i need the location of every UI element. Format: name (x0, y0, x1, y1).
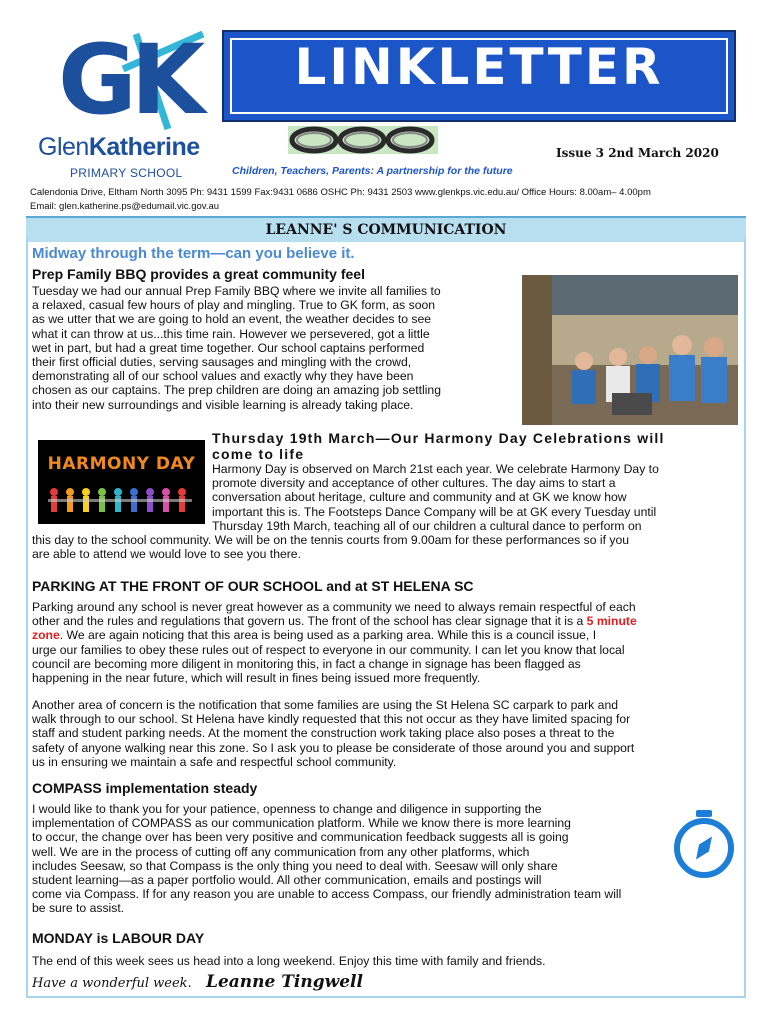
text-line: chosen as our captains. The prep children are doing an amazing job settling (32, 383, 441, 398)
text-line: their first official duties, serving sausages and mingling with the crowd, (32, 355, 412, 370)
text-line: demonstrating all of our school values and exactly why they have been (32, 369, 414, 384)
text-line: as we utter that we are going to hold an event, the weather decides to see (32, 312, 432, 327)
text-line: us in ensuring we maintain a safe and respectful school community. (32, 754, 397, 769)
bbq-paragraph (32, 284, 518, 412)
text-line: this day to the school community. We will be on the tennis courts from 9.00am for these performances so if you (32, 533, 630, 547)
tagline: Children, Teachers, Parents: A partnership for the future (232, 165, 513, 177)
compass-app-icon (672, 808, 736, 878)
text-line: Another area of concern is the notification that some families are using the St Helena SC carpark to park and (32, 698, 618, 712)
newsletter-title: LINKLETTER (294, 38, 664, 96)
text-line-with-highlight (32, 614, 740, 628)
bbq-heading: Prep Family BBQ provides a great community feel (32, 266, 365, 282)
harmony-paragraph (212, 462, 740, 533)
contact-details: Calendonia Drive, Eltham North 3095 Ph: 9431 1599 Fax:9431 0686 OSHC Ph: 9431 2503 www.glenkps.vic.edu.au/ Office Hours: 8.00am– 4.00pm (30, 187, 651, 198)
text-line: Harmony Day is observed on March 21st each year. We celebrate Harmony Day to (212, 462, 659, 476)
text-line: Tuesday we had our annual Prep Family BBQ where we invite all families to (32, 284, 441, 298)
text-line: council are becoming more diligent in monitoring this, in fact a change in signage has been flagged as (32, 656, 581, 671)
text-line: urge our families to obey these rules out of respect to everyone in our community. I can let you know that local (32, 642, 625, 657)
midway-heading: Midway through the term—can you believe it. (32, 245, 355, 262)
contact-email: Email: glen.katherine.ps@edumail.vic.gov.au (30, 201, 220, 212)
text-line: a relaxed, casual few hours of play and mingling. True to GK form, as soon (32, 298, 436, 313)
chain-links-icon (286, 122, 438, 158)
text-line: promote diversity and acceptance of other cultures. The day aims to start a (212, 476, 616, 491)
compass-heading: COMPASS implementation steady (32, 780, 258, 796)
text-line: implementation of COMPASS as our communication platform. While we know there is more learning (32, 816, 571, 831)
text-line: Parking around any school is never great however as a community we need to always remain respectful of each (32, 600, 636, 614)
text-line: to occur, the change over has been very positive and communication feedback suggests all is going (32, 830, 569, 845)
harmony-day-image-text: HARMONY DAY (47, 454, 196, 474)
signoff: Have a wonderful week. (32, 976, 192, 991)
harmony-paragraph-continued (32, 533, 740, 561)
compass-paragraph (32, 802, 668, 887)
text-line: are able to attend we would love to see you there. (32, 547, 301, 562)
text-line: come via Compass. If for any reason you are unable to access Compass, our friendly administration team will (32, 887, 622, 901)
school-subtitle: PRIMARY SCHOOL (70, 166, 183, 180)
bbq-photo (522, 275, 738, 425)
school-name-part2: Katherine (88, 133, 200, 161)
parking-paragraph-1 (32, 600, 740, 685)
text-line: be sure to assist. (32, 901, 125, 916)
text-line: important this is. The Footsteps Dance Company will be at GK every Tuesday until (212, 504, 657, 519)
text-line: I would like to thank you for your patience, openness to change and diligence in supporting the (32, 802, 542, 816)
parking-paragraph-2 (32, 698, 740, 769)
text-line: safety of anyone walking near this zone. So I ask you to please be considerate of those around you and support (32, 740, 635, 755)
text-line: into their new surroundings and visible learning is already taking place. (32, 397, 414, 412)
harmony-figures-graphic (46, 486, 196, 518)
issue-date: Issue 3 2nd March 2020 (556, 146, 719, 160)
text-line: happening in the near future, which will result in fines being issued more frequently. (32, 671, 481, 686)
section-heading: LEANNE' S COMMUNICATION (26, 216, 746, 242)
newsletter-title-banner (222, 30, 736, 122)
text-line: staff and student parking needs. At the moment the construction work taking place also poses a threat to the (32, 726, 615, 741)
text-line: student learning—as a paper portfolio would. All other communication, emails and postings will (32, 873, 542, 888)
text-line: well. We are in the process of cutting off any communication from any other platforms, which (32, 844, 530, 859)
text-segment: other and the rules and regulations that govern us. The front of the school has clear signage that it is a (32, 614, 587, 629)
text-line: walk through to our school. St Helena have kindly requested that this not occur as they have limited spacing for (32, 712, 631, 727)
text-line-with-highlight (32, 628, 740, 642)
harmony-heading-line2: come to life (212, 446, 305, 462)
text-line: Thursday 19th March, teaching all of our children a cultural dance to perform on (212, 518, 642, 533)
school-name-part1: Glen (38, 133, 89, 161)
compass-paragraph-continued (32, 887, 740, 915)
harmony-heading-line1: Thursday 19th March—Our Harmony Day Celebrations will (212, 430, 665, 446)
logo-letters: GK (58, 24, 200, 136)
text-line: wet in part, but had a great time together. Our school captains performed (32, 340, 425, 355)
labour-day-text: The end of this week sees us head into a long weekend. Enjoy this time with family and friends. (32, 954, 546, 968)
highlight-red: 5 minute (586, 614, 637, 629)
harmony-day-image (38, 440, 205, 524)
signature: Leanne Tingwell (206, 972, 363, 992)
labour-day-heading: MONDAY is LABOUR DAY (32, 930, 205, 946)
parking-heading: PARKING AT THE FRONT OF OUR SCHOOL and at ST HELENA SC (32, 578, 474, 594)
text-line: what it can throw at us...this time rain. However we persevered, got a little (32, 326, 430, 341)
school-name (38, 133, 200, 162)
text-segment: . We are again noticing that this area is being used as a parking area. While this is a council issue, I (59, 628, 597, 643)
text-line: conversation about heritage, culture and community and at GK we know how (212, 490, 627, 505)
highlight-red: zone (32, 628, 60, 643)
text-line: includes Seesaw, so that Compass is the only thing you need to deal with. Seesaw will only share (32, 858, 558, 873)
